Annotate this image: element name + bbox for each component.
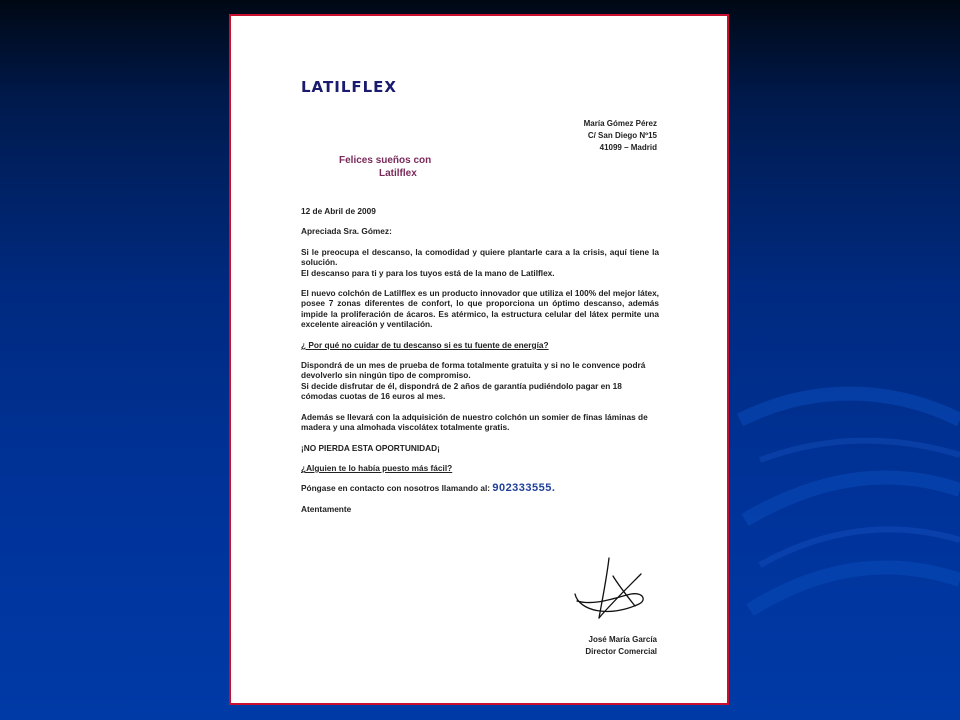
signer-title: Director Comercial xyxy=(585,647,657,656)
phone-number: 902333555. xyxy=(492,482,556,495)
question-energy: ¿ Por qué no cuidar de tu descanso si es tu fuente de energía? xyxy=(301,339,549,350)
letter-body xyxy=(301,206,659,524)
recipient-address xyxy=(584,118,657,154)
closing: Atentamente xyxy=(301,503,352,514)
letter-date: 12 de Abril de 2009 xyxy=(301,206,376,216)
signer-block xyxy=(585,634,657,658)
paragraph-intro-line-1: Si le preocupa el descanso, la comodidad y quiere plantarle cara a la crisis, aquí tiene la solución. xyxy=(301,246,659,268)
paragraph-intro xyxy=(301,247,659,278)
brand-logo-text: LATILFLEX xyxy=(301,78,397,96)
contact-text: Póngase en contacto con nosotros llamando al: xyxy=(301,483,491,494)
signer-name: José María García xyxy=(588,635,657,644)
opportunity-shout: ¡NO PIERDA ESTA OPORTUNIDAD¡ xyxy=(301,442,440,453)
recipient-street: C/ San Diego Nº15 xyxy=(587,131,657,140)
paragraph-gift: Además se llevará con la adquisición de nuestro colchón un somier de finas láminas de madera y una almohada viscolátex totalmente gratis. xyxy=(301,411,648,433)
slogan-line-2: Latilflex xyxy=(379,168,417,179)
letter-page xyxy=(229,14,729,705)
question-easier: ¿Alguien te lo había puesto más fácil? xyxy=(301,462,453,473)
paragraph-intro-line-2: El descanso para ti y para los tuyos está de la mano de Latilflex. xyxy=(301,267,555,278)
contact-line xyxy=(301,483,659,493)
paragraph-product: El nuevo colchón de Latilflex es un producto innovador que utiliza el 100% del mejor látex, posee 7 zonas diferentes de confort, lo que proporciona un óptimo descanso, además impide la proliferación de ácaros. Es atérmico, la estructura celular del látex permite una excelente aireación y ventilación. xyxy=(301,288,659,330)
paragraph-trial-line-2: Si decide disfrutar de él, dispondrá de 2 años de garantía pudiéndolo pagar en 18 cómodas cuotas de 16 euros al mes. xyxy=(301,380,622,402)
slogan xyxy=(339,154,431,180)
recipient-city: 41099 – Madrid xyxy=(599,143,657,152)
letter-greeting: Apreciada Sra. Gómez: xyxy=(301,226,392,237)
handwritten-signature xyxy=(569,556,649,626)
recipient-name: María Gómez Pérez xyxy=(583,119,657,128)
slogan-line-1: Felices sueños con xyxy=(339,155,432,166)
paragraph-trial xyxy=(301,360,659,402)
paragraph-trial-line-1: Dispondrá de un mes de prueba de forma totalmente gratuita y si no le convence podrá devolverlo sin ningún tipo de compromiso. xyxy=(301,360,646,381)
